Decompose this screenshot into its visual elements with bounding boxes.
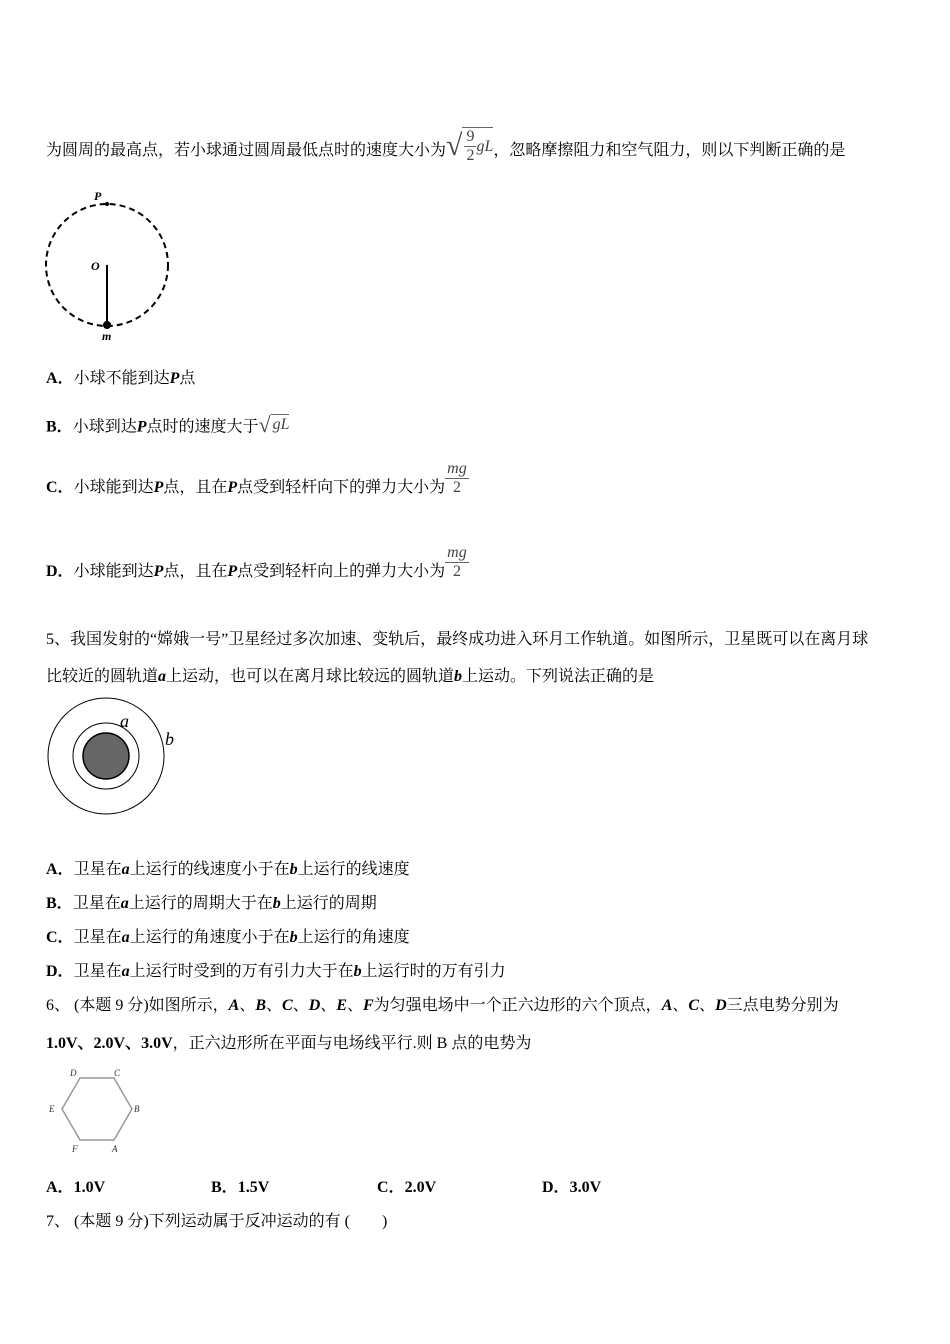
- vertex-b: B: [134, 1104, 140, 1114]
- q4-circle-figure: [38, 185, 178, 345]
- text-segment: 3.0V: [569, 1179, 602, 1196]
- text-segment: F: [363, 997, 374, 1014]
- q5-option-d: [46, 962, 506, 982]
- q6-stem-line1: [46, 996, 839, 1016]
- text-segment: a: [121, 929, 130, 946]
- text-segment: b: [353, 963, 362, 980]
- text-segment: B．: [46, 418, 73, 436]
- vertex-c: C: [114, 1068, 121, 1078]
- text-segment: b: [272, 895, 281, 912]
- text-segment: E: [336, 997, 347, 1014]
- text-segment: 上运行的角速度小于在: [129, 929, 290, 946]
- text-segment: P: [227, 479, 238, 496]
- formula-gl: gL: [476, 137, 494, 155]
- text-segment: 、: [266, 997, 283, 1014]
- text-segment: 1.5V: [237, 1179, 270, 1196]
- text-segment: a: [121, 861, 130, 878]
- text-segment: a: [120, 895, 129, 912]
- q6-option-b: [211, 1178, 269, 1198]
- text-segment: 、: [320, 997, 337, 1014]
- text-segment: 点: [179, 370, 196, 387]
- text-segment: P: [153, 563, 164, 580]
- text-segment: 点时的速度大于: [146, 418, 259, 436]
- text-segment: 、: [672, 997, 689, 1014]
- text-segment: b: [289, 861, 298, 878]
- q5-option-b: [46, 894, 377, 914]
- text-segment: b: [289, 929, 298, 946]
- text-segment: P: [169, 370, 180, 387]
- q5-stem-line2: [46, 667, 654, 687]
- text-segment: 小球不能到达: [73, 370, 170, 387]
- text-segment: D．: [46, 563, 74, 580]
- text-segment: ，正六边形所在平面与电场线平行.则 B 点的电势为: [172, 1035, 532, 1052]
- text-segment: 卫星在: [73, 929, 122, 946]
- text-segment: A．: [46, 1179, 74, 1196]
- text-segment: 卫星在: [73, 861, 122, 878]
- q5-option-a: [46, 860, 410, 880]
- text-segment: C: [688, 997, 700, 1014]
- text-segment: A: [228, 997, 240, 1014]
- q4-option-a: [46, 369, 195, 389]
- text-segment: 比较近的圆轨道: [46, 668, 159, 685]
- text-segment: 、: [699, 997, 716, 1014]
- q6-option-d: [542, 1178, 601, 1198]
- q4-stem-text-2: ，忽略摩擦阻力和空气阻力，则以下判断正确的是: [493, 142, 846, 159]
- text-segment: 1.0V、2.0V、3.0V: [46, 1035, 173, 1052]
- q7-stem: 7、 (本题 9 分)下列运动属于反冲运动的有 ( ): [46, 1213, 388, 1230]
- q6-option-c: [377, 1178, 436, 1198]
- text-segment: C．: [46, 929, 74, 946]
- text-segment: D．: [542, 1179, 570, 1196]
- text-segment: 1.0V: [73, 1179, 106, 1196]
- q4-option-d: [46, 543, 469, 582]
- text-segment: a: [158, 668, 167, 685]
- text-segment: P: [153, 479, 164, 496]
- q5-orbit-figure: [44, 697, 184, 819]
- text-segment: 2: [452, 478, 461, 496]
- text-segment: 上运行的线速度小于在: [129, 861, 290, 878]
- q4-velocity-formula: √ $\frac{9}{2}$ gL: [446, 128, 494, 164]
- text-segment: gL: [272, 416, 290, 433]
- text-segment: B: [255, 997, 267, 1014]
- orbit-label-b: b: [165, 729, 174, 749]
- text-segment: a: [121, 963, 130, 980]
- text-segment: 、: [239, 997, 256, 1014]
- text-segment: 点受到轻杆向下的弹力大小为: [237, 479, 446, 496]
- label-p: P: [94, 189, 102, 203]
- text-segment: b: [454, 668, 463, 685]
- text-segment: B．: [211, 1179, 238, 1196]
- q5-stem-line1: 5、我国发射的“嫦娥一号”卫星经过多次加速、变轨后，最终成功进入环月工作轨道。如图所示，卫星既可以在离月球: [46, 631, 869, 648]
- q5-option-c: [46, 928, 410, 948]
- text-segment: C．: [377, 1179, 405, 1196]
- text-segment: P: [227, 563, 238, 580]
- q6-option-a: [46, 1178, 105, 1198]
- q4-stem: [46, 127, 845, 165]
- text-segment: 为匀强电场中一个正六边形的六个顶点，: [373, 997, 662, 1014]
- text-segment: mg: [447, 543, 467, 561]
- text-segment: 小球能到达: [73, 563, 154, 580]
- text-segment: 、: [292, 997, 309, 1014]
- text-segment: 上运行时的万有引力: [361, 963, 506, 980]
- q4-stem-text: 为圆周的最高点，若小球通过圆周最低点时的速度大小为: [46, 142, 447, 159]
- orbit-label-a: a: [120, 711, 129, 731]
- vertex-a: A: [112, 1144, 118, 1154]
- text-segment: 上运行的角速度: [297, 929, 410, 946]
- text-segment: P: [136, 418, 147, 436]
- text-segment: 小球到达: [72, 418, 137, 436]
- text-segment: 上运行时受到的万有引力大于在: [129, 963, 354, 980]
- label-m: m: [102, 329, 112, 343]
- q6-stem-line2: [46, 1034, 531, 1054]
- text-segment: A: [661, 997, 673, 1014]
- q6-hexagon-figure: [44, 1066, 149, 1156]
- text-segment: 卫星在: [72, 895, 121, 912]
- text-segment: 卫星在: [73, 963, 122, 980]
- vertex-e: E: [49, 1104, 55, 1114]
- text-segment: mg: [447, 459, 467, 477]
- text-segment: D: [308, 997, 321, 1014]
- text-segment: 点，且在: [163, 563, 228, 580]
- text-segment: 、: [346, 997, 363, 1014]
- vertex-f: F: [72, 1144, 78, 1154]
- text-segment: B．: [46, 895, 73, 912]
- text-segment: 点受到轻杆向上的弹力大小为: [237, 563, 446, 580]
- text-segment: 6、 (本题 9 分)如图所示，: [46, 997, 229, 1014]
- text-segment: A．: [46, 861, 74, 878]
- text-segment: D．: [46, 963, 74, 980]
- text-segment: 2.0V: [404, 1179, 437, 1196]
- text-segment: D: [715, 997, 727, 1014]
- label-o: O: [91, 259, 100, 273]
- text-segment: 2: [452, 562, 461, 580]
- text-segment: C．: [46, 479, 74, 496]
- text-segment: 上运动，也可以在离月球比较远的圆轨道: [166, 668, 455, 685]
- text-segment: 上运动。下列说法正确的是: [462, 668, 655, 685]
- formula-denominator: 2: [466, 147, 475, 164]
- text-segment: A．: [46, 370, 74, 387]
- text-segment: 点，且在: [163, 479, 228, 496]
- text-segment: 小球能到达: [73, 479, 154, 496]
- text-segment: C: [282, 997, 293, 1014]
- text-segment: 上运行的线速度: [297, 861, 410, 878]
- text-segment: 上运行的周期大于在: [128, 895, 273, 912]
- q4-option-c: [46, 459, 469, 498]
- formula-numerator: 9: [466, 128, 475, 145]
- text-segment: 三点电势分别为: [726, 997, 839, 1014]
- vertex-d: D: [70, 1068, 77, 1078]
- q4-option-b: B．小球到达P点时的速度大于 √ gL: [46, 411, 290, 437]
- text-segment: 上运行的周期: [280, 895, 377, 912]
